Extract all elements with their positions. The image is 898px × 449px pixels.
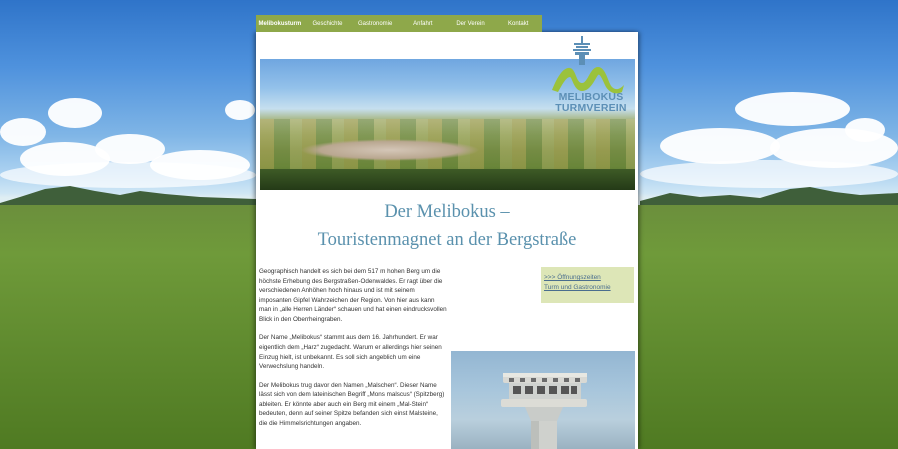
- nav-item-kontakt[interactable]: Kontakt: [508, 20, 529, 27]
- cloud: [0, 118, 46, 146]
- opening-hours-link-line2: Turm und Gastronomie: [544, 284, 611, 291]
- tower-photo: [451, 351, 635, 449]
- paragraph: Der Name „Melibokus“ stammt aus dem 16. Jahrhundert. Er war eigentlich dem „Harz“ zugedacht. Warum er allerdings hier seinen Einzug hielt, ist unbekannt. Es soll sich angeblich um eine Verwechslung handeln.: [259, 334, 442, 371]
- opening-hours-link[interactable]: [544, 273, 611, 293]
- cloud: [735, 92, 850, 126]
- nav-item-anfahrt[interactable]: Anfahrt: [413, 20, 433, 27]
- paragraph: Geographisch handelt es sich bei dem 517 m hohen Berg um die höchste Erhebung des Bergstraßen-Odenwaldes. Er ragt über die verschiedenen Anhöhen hoch hinaus und ist mit seinem imposanten Gipfel Wahrzeichen der Region. Von hier aus kann man in „alle Herren Länder“ schauen und hat einen eindrucksvollen Blick in den Oberrheingraben.: [259, 268, 447, 323]
- nav-item-gastronomie[interactable]: Gastronomie: [358, 20, 393, 27]
- nav-item-der-verein[interactable]: Der Verein: [456, 20, 485, 27]
- nav-item-melibokusturm[interactable]: Melibokusturm: [258, 20, 302, 27]
- nav-item-geschichte[interactable]: Geschichte: [312, 20, 343, 27]
- cloud: [660, 128, 780, 164]
- content-page: [256, 32, 638, 449]
- logo-line1: MELIBOKUS: [558, 91, 624, 103]
- intro-text: [259, 267, 447, 437]
- main-nav: [256, 15, 542, 32]
- logo-wordmark: [548, 92, 634, 113]
- page-title-line2: Touristenmagnet an der Bergstraße: [317, 230, 577, 250]
- opening-hours-link-line1: >>> Öffnungszeiten: [544, 274, 601, 281]
- page-title-line1: Der Melibokus –: [384, 202, 510, 222]
- tower-illustration: [451, 351, 635, 449]
- logo-line2: TURMVEREIN: [555, 101, 627, 114]
- paragraph: Der Melibokus trug davor den Namen „Malschen“. Dieser Name lässt sich von dem lateinischen Begriff „Mons malscus“ (Spitzberg) ableiten. Er könnte aber auch ein Berg mit einem „Mal-Stein“ bedeuten, denn auf seiner Spitze befanden sich einst Malsteine, die die Himmelsrichtungen angaben.: [259, 381, 445, 427]
- cloud: [48, 98, 102, 128]
- opening-hours-box: [541, 267, 634, 303]
- cloud: [225, 100, 255, 120]
- cloud: [845, 118, 885, 142]
- page-title: [256, 198, 638, 254]
